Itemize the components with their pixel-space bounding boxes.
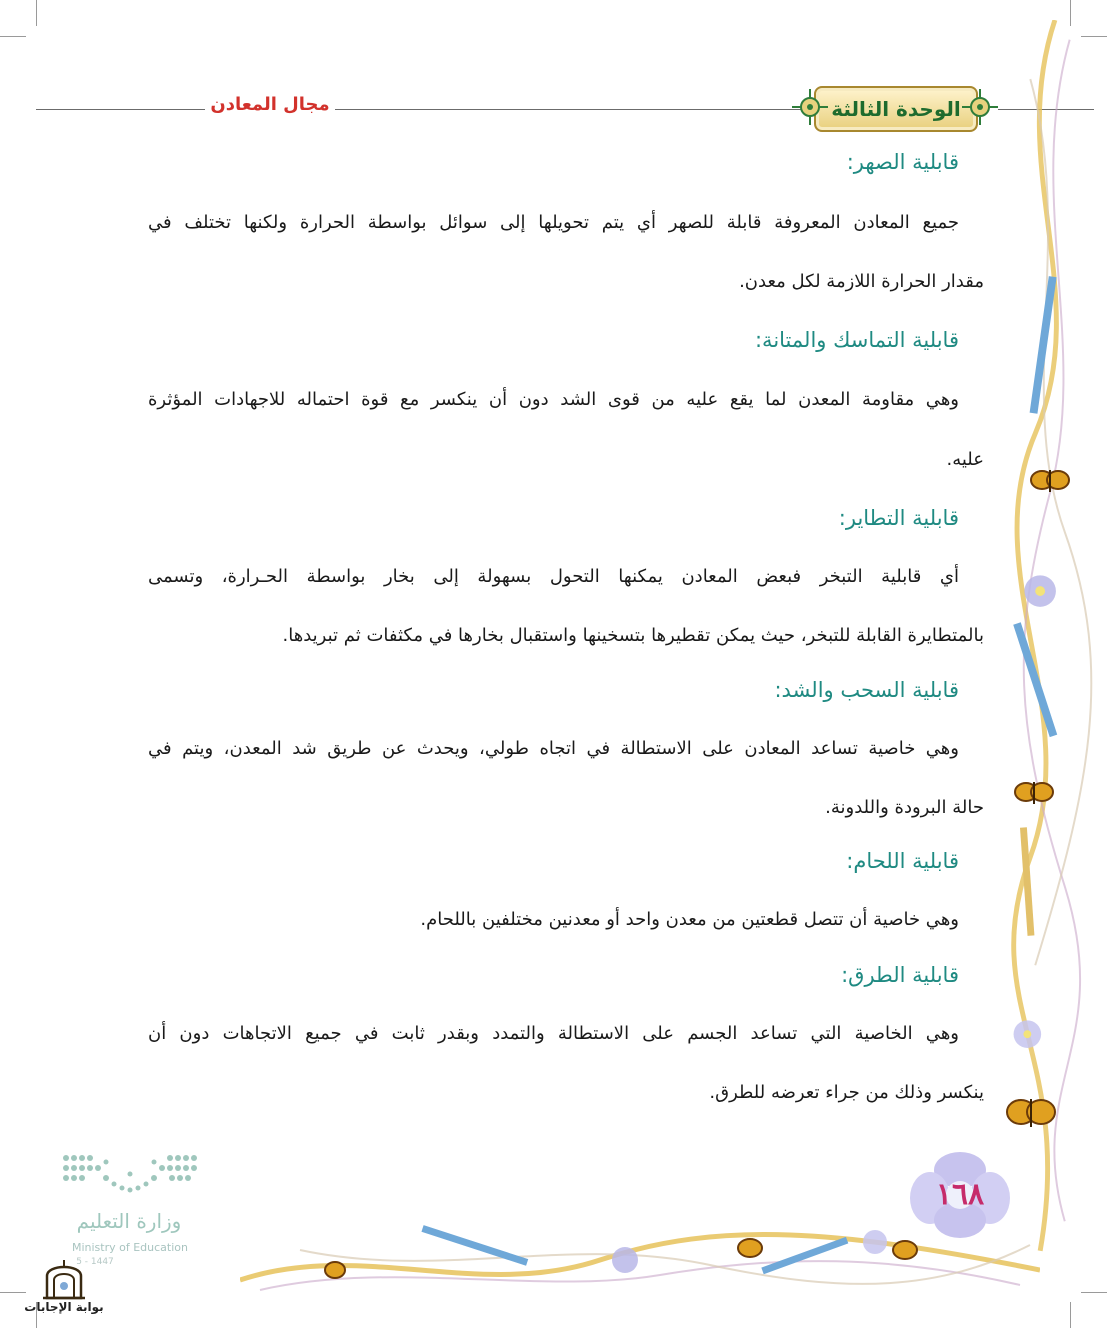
paragraph-line: جميع المعادن المعروفة قابلة للصهر أي يتم تحويلها إلى سوائل بواسطة الحرارة ولكنها تختلف في — [148, 212, 959, 233]
paragraph-line: وهي خاصية أن تتصل قطعتين من معدن واحد أو معدنين مختلفين باللحام. — [420, 909, 959, 930]
ministry-name-arabic: وزارة التعليم — [76, 1209, 182, 1233]
crop-mark — [0, 36, 26, 37]
ministry-name-english: Ministry of Education — [71, 1241, 188, 1254]
header-rule-left — [36, 109, 806, 110]
gate-logo-icon — [43, 1256, 85, 1300]
section-heading: قابلية اللحام: — [846, 849, 959, 873]
crop-mark — [0, 1292, 26, 1293]
paragraph-line: حالة البرودة واللدونة. — [825, 797, 984, 818]
site-name: بوابة الإجابات — [24, 1300, 104, 1314]
ministry-logo-icon — [60, 1150, 200, 1200]
chapter-title: مجال المعادن — [205, 90, 335, 120]
ministry-year: 5 - 1447 — [76, 1257, 114, 1267]
section-heading: قابلية الطرق: — [841, 963, 959, 987]
butterfly-icon — [1014, 778, 1054, 808]
section-heading: قابلية الصهر: — [846, 150, 959, 174]
paragraph-line: ينكسر وذلك من جراء تعرضه للطرق. — [709, 1082, 984, 1103]
section-heading: قابلية التطاير: — [838, 506, 959, 530]
crop-mark — [1070, 1302, 1071, 1328]
section-heading: قابلية التماسك والمتانة: — [754, 328, 959, 352]
paragraph-line: وهي مقاومة المعدن لما يقع عليه من قوى الشد دون أن ينكسر مع قوة احتماله للاجهادات المؤثرة — [148, 389, 959, 410]
paragraph-line: بالمتطايرة القابلة للتبخر، حيث يمكن تقطيرها بتسخينها واستقبال بخارها في مكثفات ثم تبريدها. — [282, 625, 984, 646]
unit-label: الوحدة الثالثة — [831, 97, 961, 121]
section-heading: قابلية السحب والشد: — [774, 678, 959, 702]
crop-mark — [36, 0, 37, 26]
paragraph-line: عليه. — [946, 449, 984, 470]
unit-badge — [790, 82, 1000, 134]
paragraph-line: مقدار الحرارة اللازمة لكل معدن. — [739, 271, 984, 292]
page-number: ١٦٨ — [935, 1177, 985, 1212]
paragraph-line: أي قابلية التبخر فبعض المعادن يمكنها التحول بسهولة إلى بخار بواسطة الحـرارة، وتسمى — [148, 566, 959, 587]
paragraph-line: وهي خاصية تساعد المعادن على الاستطالة في اتجاه طولي، ويحدث عن طريق شد المعدن، ويتم في — [148, 738, 959, 759]
butterfly-icon — [1030, 466, 1070, 496]
paragraph-line: وهي الخاصية التي تساعد الجسم على الاستطالة والتمدد وبقدر ثابت في جميع الاتجاهات دون أن — [148, 1023, 959, 1044]
butterfly-icon — [1006, 1094, 1056, 1132]
